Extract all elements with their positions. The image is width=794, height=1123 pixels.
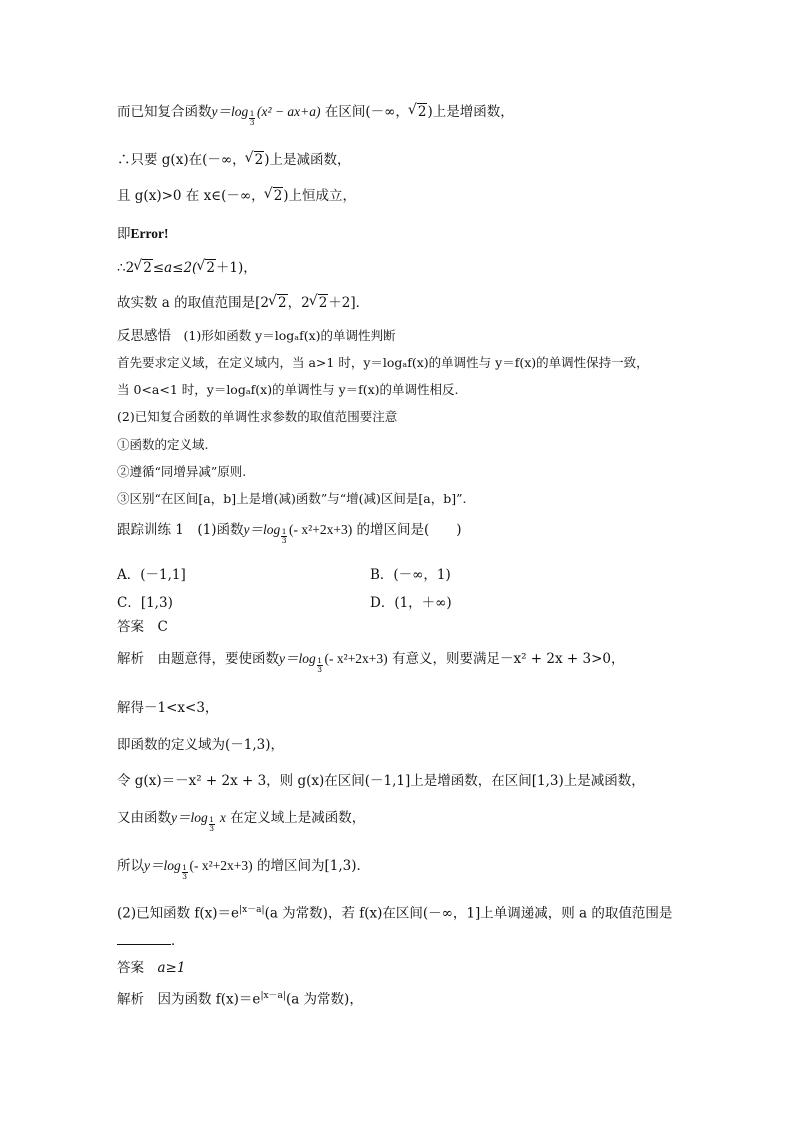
text: 由题意得，要使函数 [144,651,279,667]
text: 的增区间为[1,3)． [252,858,370,874]
answer-label: 答案 [117,619,144,635]
solution-line-1 [117,103,514,127]
reflection-line-4: ①函数的定义域. [117,437,209,452]
reflection-line-3: (2)已知复合函数的单调性求参数的取值范围要注意 [117,409,398,424]
analysis-line-1 [117,650,624,674]
text: )上是增函数， [427,104,514,120]
base-denominator: 3 [209,824,215,833]
text: ≤a≤2( [152,260,198,276]
text: 在定义域上是减函数， [225,810,366,826]
reflection-heading [117,328,396,346]
text: ＋2]． [328,295,370,311]
text: ∴只要 g(x)在(－∞， [117,152,246,168]
math-func: y＝log [243,522,281,537]
analysis-label: 解析 [117,991,144,1008]
error-text: Error! [130,226,169,241]
answer-value: a≥1 [144,960,186,976]
answer-value: C [144,619,168,635]
text: ＋1)， [215,260,257,276]
log-base [316,651,325,674]
base-numerator: 1 [317,656,323,665]
radicand: 2 [417,104,427,120]
practice-question-2-cont [117,932,185,951]
reflection-label: 反思感悟 [117,328,171,344]
analysis-line-6 [117,857,370,881]
analysis-line-5 [117,809,365,833]
math-func: y＝log [211,104,249,119]
math-func: y＝log [144,858,181,873]
analysis-line-4: 令 g(x)＝－x² + 2x + 3，则 g(x)在区间(－1,1]上是增函数，在区间[1,3)上是减函数， [117,773,645,789]
analysis-line-2: 解得－1<x<3， [117,700,219,716]
sqrt [265,188,284,206]
text: ∴2 [117,260,135,276]
text: (a 为常数)，若 f(x)在区间(－∞，1]上单调递减，则 a 的取值范围是 [264,905,673,922]
solution-line-4 [117,225,168,244]
base-denominator: 3 [281,536,287,545]
practice-question-1 [117,521,462,545]
math-arg: (- x²+2x+3) [324,651,388,666]
radicand: 2 [273,188,283,204]
text: )上恒成立， [283,188,357,204]
solution-line-6 [117,295,369,313]
answer-2 [117,960,185,978]
answer-1 [117,619,168,637]
text: 即 [117,226,131,242]
analysis-label: 解析 [117,651,144,667]
reflection-line-2: 当 0<a<1 时，y＝logₐf(x)的单调性与 y＝f(x)的单调性相反. [117,382,459,397]
text: 的增区间是( ) [352,522,462,538]
option-d: D．(1，＋∞) [370,595,452,611]
text: 因为函数 f(x)＝e [144,991,261,1008]
sqrt [197,260,216,278]
base-numerator: 1 [281,527,287,536]
log-base [181,858,190,881]
answer-label: 答案 [117,960,144,976]
sqrt [246,152,265,170]
radicand: 2 [206,260,215,276]
log-base [280,522,289,545]
text: (1)形如函数 y＝logₐf(x)的单调性判断 [171,328,396,343]
exponent: |x－a| [239,905,265,915]
reflection-line-6: ③区别“在区间[a，b]上是增(减)函数”与“增(减)区间是[a，b]”. [117,491,467,506]
solution-line-2 [117,152,350,170]
text: 又由函数 [117,810,171,826]
base-numerator: 1 [209,815,215,824]
radicand: 2 [254,152,264,168]
text: 跟踪训练 1 (1)函数 [117,522,244,538]
option-a: A．(－1,1] [117,567,186,583]
math-func: y＝log [171,810,208,825]
math-arg: (x² − ax+a) [257,104,321,119]
base-denominator: 3 [317,665,323,674]
sqrt [269,295,288,313]
text: 在区间(－∞， [320,104,409,120]
text: 故实数 a 的取值范围是[2 [117,295,269,311]
radicand: 2 [143,260,152,276]
sqrt [409,104,428,122]
sqrt [310,295,329,313]
base-numerator: 1 [249,109,255,118]
text: 而已知复合函数 [117,104,212,120]
radicand: 2 [278,295,287,311]
text: 且 g(x)>0 在 x∈(－∞， [117,188,265,204]
option-b: B．(－∞，1) [370,567,451,583]
base-denominator: 3 [182,872,188,881]
solution-line-5 [117,260,257,278]
text: (2)已知函数 f(x)＝e [117,905,240,922]
text: ，2 [287,295,310,311]
practice-question-2 [117,905,672,923]
base-numerator: 1 [182,863,188,872]
text: 有意义，则要满足－x² + 2x + 3>0， [387,651,625,667]
sqrt [134,260,153,278]
reflection-line-5: ②遵循“同增异减”原则. [117,464,247,479]
exponent: |x－a| [260,991,286,1001]
reflection-line-1: 首先要求定义域，在定义域内，当 a>1 时，y＝logₐf(x)的单调性与 y＝f(x)的单调性保持一致， [117,355,649,370]
text: 所以 [117,858,144,874]
text: (a 为常数)， [285,991,363,1008]
base-denominator: 3 [249,118,255,127]
solution-line-3 [117,188,356,206]
log-base [208,810,217,833]
math-arg: (- x²+2x+3) [189,858,253,873]
math-arg: x [216,810,226,825]
text: )上是减函数， [264,152,351,168]
math-arg: (- x²+2x+3) [289,522,353,537]
answer-blank[interactable] [117,932,171,945]
math-func: y＝log [279,651,316,666]
analysis-2-line-1 [117,991,363,1009]
text: ． [171,933,185,949]
option-c: C．[1,3) [117,595,173,611]
radicand: 2 [318,295,328,311]
analysis-line-3: 即函数的定义域为(－1,3)， [117,737,285,753]
log-base [248,104,257,127]
